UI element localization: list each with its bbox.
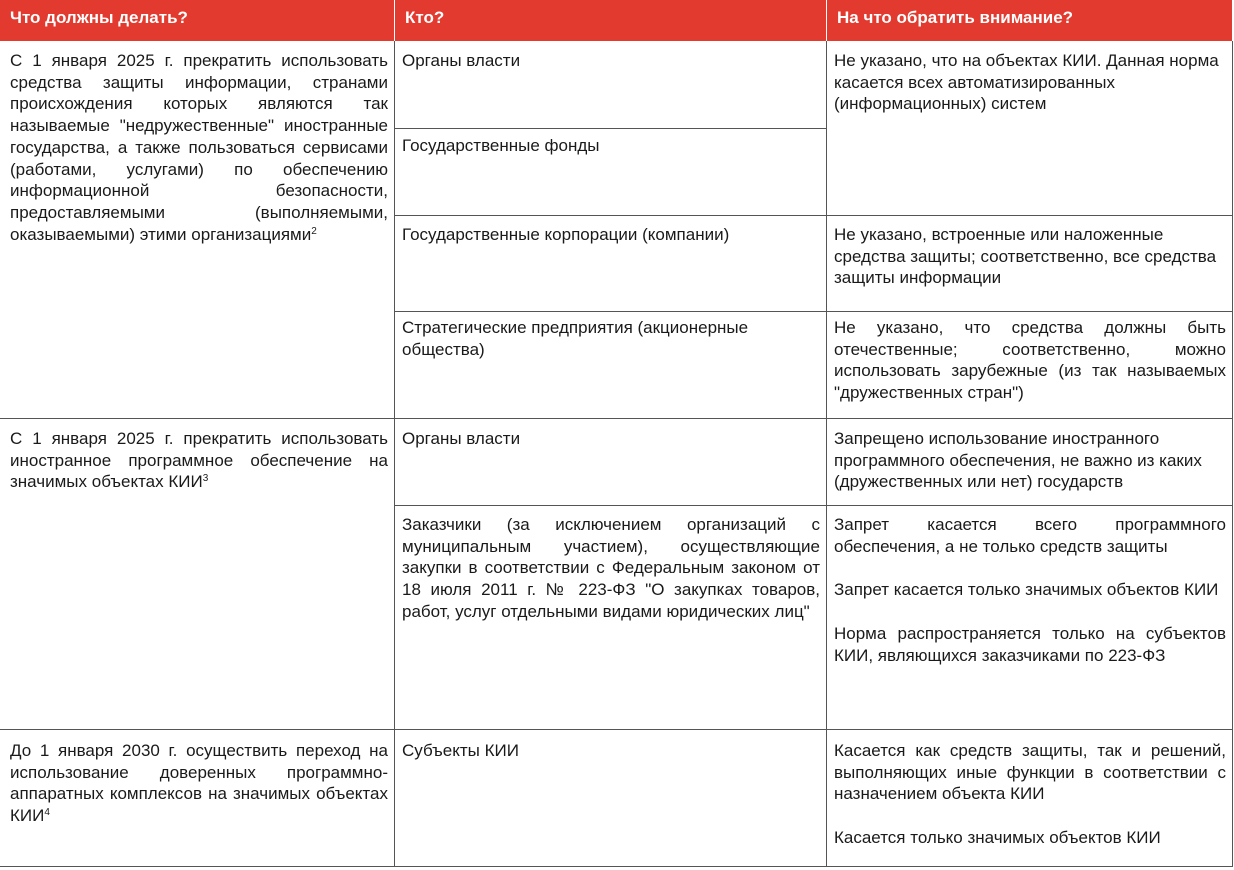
section-2-note-1: Запрещено использование иностранного программного обеспечения, не важно из каких (дружественных или нет) государств (834, 429, 1202, 492)
section-1-who-2: Государственные фонды (402, 136, 600, 155)
section-1-what-text: С 1 января 2025 г. прекратить использовать средства защиты информации, странами происхождения которых являются так называемые "недружественные" иностранные государства, а также пользоваться сервисами (работами, услугами) по обеспечению информационной безопасности, предоставляемыми (выполняемыми, оказываемыми) этими организациями (10, 51, 388, 244)
section-3-notes (826, 736, 1232, 849)
section-2-what-text: С 1 января 2025 г. прекратить использовать иностранное программное обеспечение на значимых объектах КИИ (10, 429, 388, 492)
row-divider (394, 505, 1233, 506)
section-1-who-3: Государственные корпорации (компании) (402, 225, 730, 244)
footnote-marker: 4 (44, 807, 50, 819)
section-2-note-3: Запрет касается только значимых объектов КИИ (834, 580, 1219, 600)
section-divider (0, 418, 1233, 419)
section-3-note-1: Касается как средств защиты, так и решений, выполняющих иные функции в соответствии с назначением объекта КИИ (834, 741, 1226, 804)
header-who: Кто? (394, 0, 826, 41)
section-1-what (0, 46, 394, 245)
table-right-border (1232, 41, 1233, 866)
row-divider (394, 128, 826, 129)
section-3-what (0, 736, 394, 827)
header-notes: На что обратить внимание? (826, 0, 1232, 41)
section-divider (0, 729, 1233, 730)
paragraph-gap (834, 805, 1226, 827)
section-2-who-2: Заказчики (за исключением организаций с муниципальным участием), осуществляющие закупки в соответствии с Федеральным законом от 18 июля 2011 г. № 223-ФЗ "О закупках товаров, работ, услуг отдельными видами юридических лиц" (402, 515, 820, 621)
footnote-marker: 3 (202, 473, 209, 485)
footnote-marker: 2 (311, 225, 317, 237)
row-divider (394, 311, 1233, 312)
section-1-who-4: Стратегические предприятия (акционерные общества) (402, 318, 749, 359)
section-2-who-1: Органы власти (402, 429, 521, 448)
section-3-note-2: Касается только значимых объектов КИИ (834, 828, 1161, 848)
section-1-note-2: Не указано, встроенные или наложенные средства защиты; соответственно, все средства защиты информации (834, 225, 1217, 288)
row-divider (394, 215, 1233, 216)
section-2-what (0, 424, 394, 493)
section-1-who-1: Органы власти (402, 51, 521, 70)
section-3-what-text: До 1 января 2030 г. осуществить переход на использование доверенных программно-аппаратных комплексов на значимых объектах КИИ (10, 741, 388, 826)
section-2-note-4: Норма распространяется только на субъектов КИИ, являющихся заказчиками по 223-ФЗ (834, 624, 1226, 665)
section-1-note-3: Не указано, что средства должны быть отечественные; соответственно, можно использовать зарубежные (из так называемых "дружественных стран") (834, 318, 1226, 403)
section-1-note-1: Не указано, что на объектах КИИ. Данная норма касается всех автоматизированных (информационных) систем (834, 51, 1219, 114)
header-what: Что должны делать? (0, 0, 394, 41)
section-3-who-1: Субъекты КИИ (402, 741, 519, 760)
paragraph-gap (834, 601, 1226, 623)
section-2-notes (826, 510, 1232, 667)
paragraph-gap (834, 557, 1226, 579)
section-2-note-2: Запрет касается всего программного обеспечения, а не только средств защиты (834, 515, 1226, 556)
table-bottom-border (0, 866, 1233, 867)
